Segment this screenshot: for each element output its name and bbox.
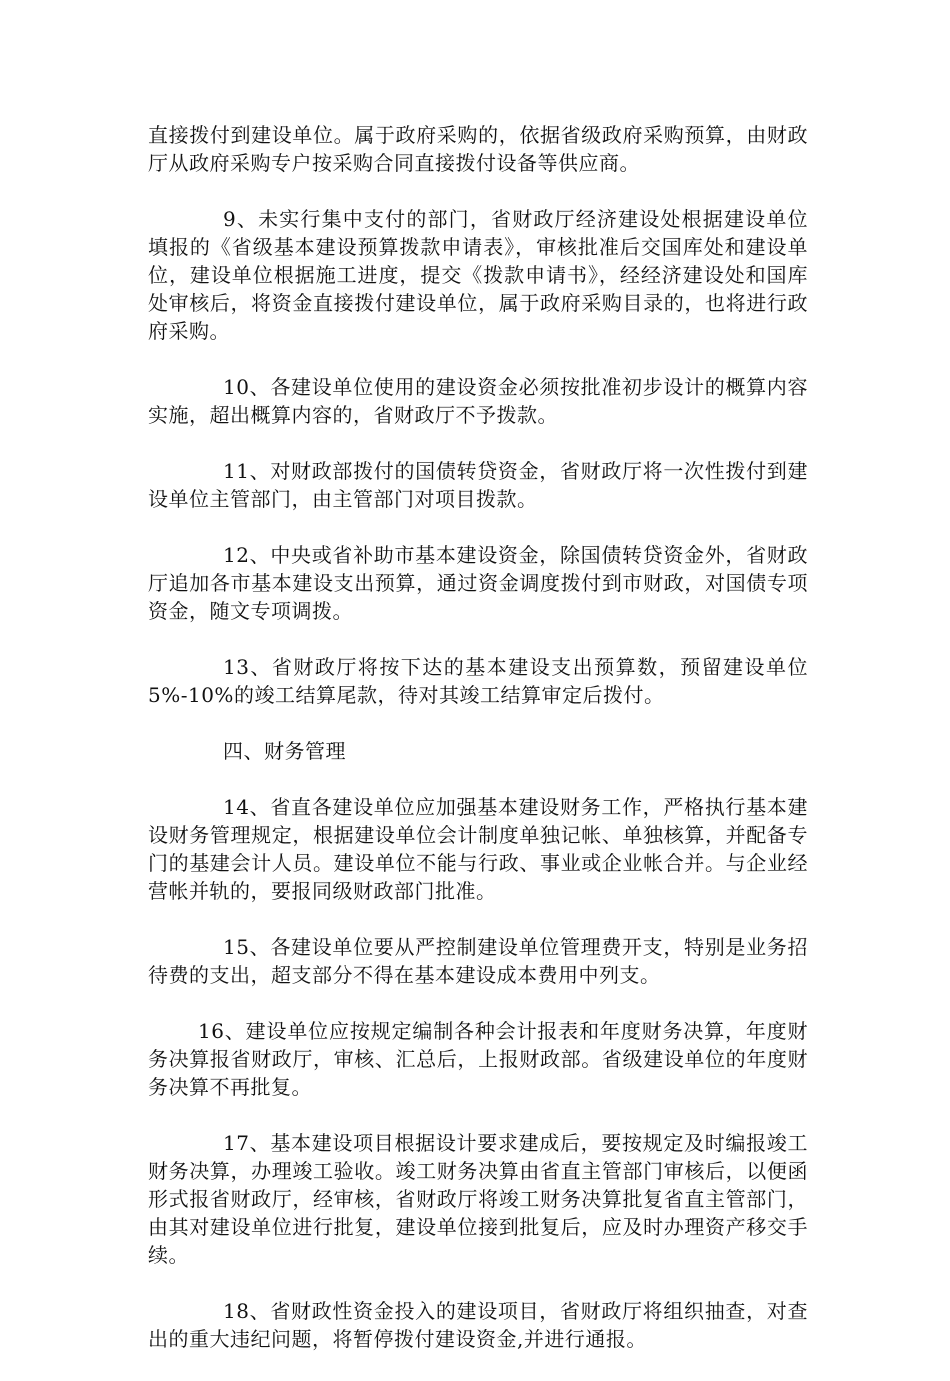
paragraph-item-17: 17、基本建设项目根据设计要求建成后，要按规定及时编报竣工财务决算，办理竣工验收。竣工财务决算由省直主管部门审核后，以便函形式报省财政厅，经审核，省财政厅将竣工财务决算批复省直主管部门，由其对建设单位进行批复，建设单位接到批复后，应及时办理资产移交手续。 [148,1131,808,1267]
document-body [148,121,808,1381]
paragraph-item-11: 11、对财政部拨付的国债转贷资金，省财政厅将一次性拨付到建设单位主管部门，由主管部门对项目拨款。 [148,459,808,511]
paragraph-continuation: 直接拨付到建设单位。属于政府采购的，依据省级政府采购预算，由财政厅从政府采购专户按采购合同直接拨付设备等供应商。 [148,123,808,175]
paragraph-item-12: 12、中央或省补助市基本建设资金，除国债转贷资金外，省财政厅追加各市基本建设支出预算，通过资金调度拨付到市财政，对国债专项资金，随文专项调拨。 [148,543,808,623]
paragraph-item-10: 10、各建设单位使用的建设资金必须按批准初步设计的概算内容实施，超出概算内容的，省财政厅不予拨款。 [148,375,808,427]
paragraph-item-15: 15、各建设单位要从严控制建设单位管理费开支，特别是业务招待费的支出，超支部分不得在基本建设成本费用中列支。 [148,935,808,987]
paragraph-item-13: 13、省财政厅将按下达的基本建设支出预算数，预留建设单位5%-10%的竣工结算尾款，待对其竣工结算审定后拨付。 [148,655,808,707]
paragraph-item-9: 9、未实行集中支付的部门，省财政厅经济建设处根据建设单位填报的《省级基本建设预算拨款申请表》，审核批准后交国库处和建设单位，建设单位根据施工进度，提交《拨款申请书》，经经济建设处和国库处审核后，将资金直接拨付建设单位，属于政府采购目录的，也将进行政府采购。 [148,207,808,343]
paragraph-item-14: 14、省直各建设单位应加强基本建设财务工作，严格执行基本建设财务管理规定，根据建设单位会计制度单独记帐、单独核算，并配备专门的基建会计人员。建设单位不能与行政、事业或企业帐合并。与企业经营帐并轨的，要报同级财政部门批准。 [148,795,808,903]
paragraph-item-18: 18、省财政性资金投入的建设项目，省财政厅将组织抽查，对查出的重大违纪问题，将暂停拨付建设资金,并进行通报。 [148,1299,808,1351]
section-heading-financial-management: 四、财务管理 [223,739,346,763]
paragraph-item-16: 16、建设单位应按规定编制各种会计报表和年度财务决算，年度财务决算报省财政厅，审核、汇总后，上报财政部。省级建设单位的年度财务决算不再批复。 [148,1019,808,1099]
